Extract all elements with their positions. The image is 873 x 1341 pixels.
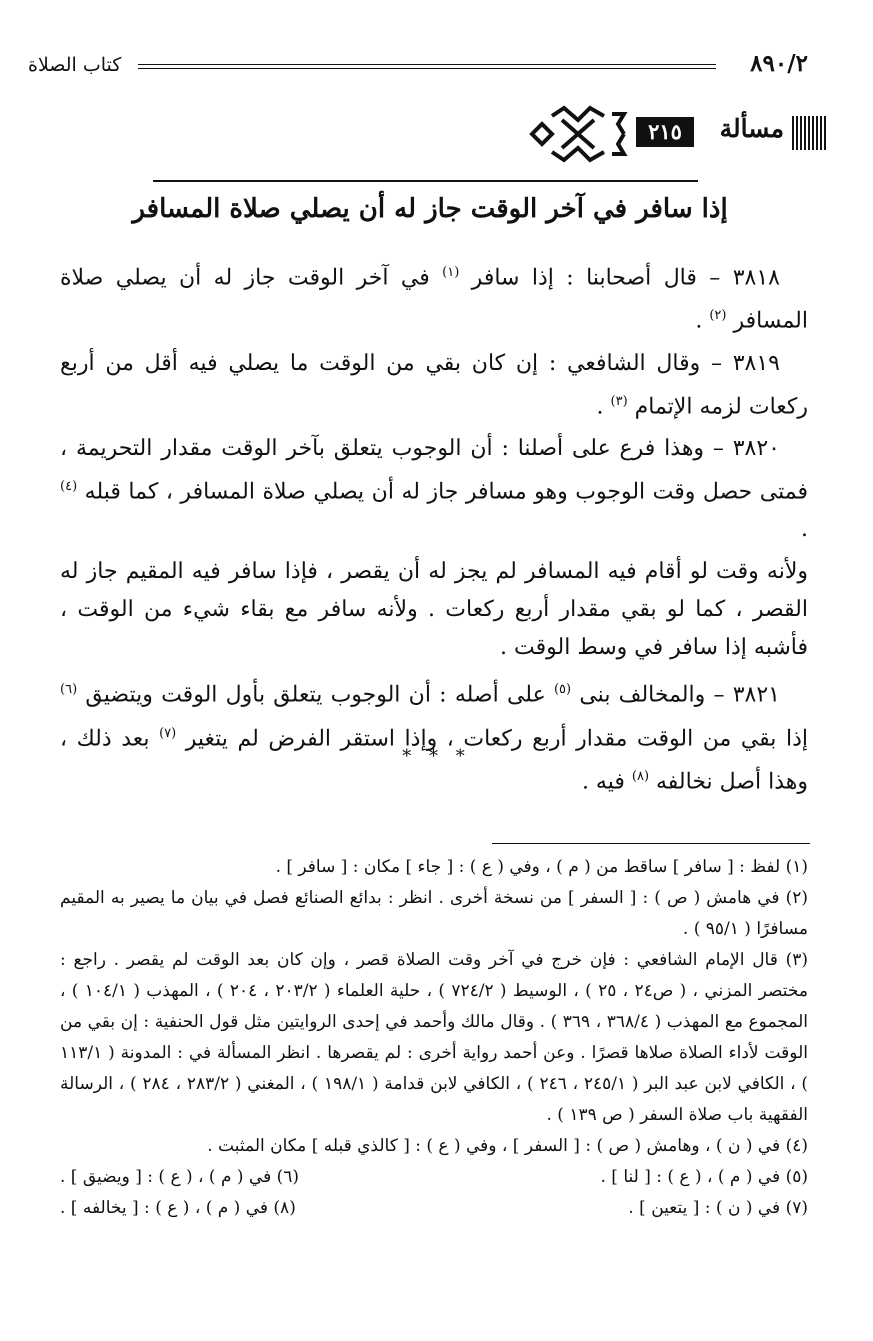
footnote-ref: (٧) bbox=[159, 725, 177, 741]
footnote-row bbox=[60, 1162, 808, 1193]
page-number: ٨٩٠/٢ bbox=[750, 50, 808, 77]
text-run: ٣٨١٩ – وقال الشافعي : إن كان بقي من الوقت ما يصلي فيه أقل من أربع ركعات لزمه الإتمام bbox=[60, 350, 808, 419]
footnote-2: (٢) في هامش ( ص ) : [ السفر ] من نسخة أخرى . انظر : بدائع الصنائع فصل في بيان ما يصير به المقيم مسافرًا ( ٩٥/١ ) . bbox=[60, 888, 808, 939]
footnote-5: (٥) في ( م ) ، ( ع ) : [ لنا ] . bbox=[600, 1167, 808, 1187]
footnotes bbox=[60, 852, 808, 1224]
section-separator: * * * bbox=[402, 746, 471, 767]
footnote-1: (١) لفظ : [ سافر ] ساقط من ( م ) ، وفي ( ع ) : [ جاء ] مكان : [ سافر ] . bbox=[275, 857, 808, 877]
text-run: إذا بقي من الوقت مقدار أربع ركعات ، وإذا استقر الفرض لم يتغير bbox=[176, 725, 808, 751]
footnote-8: (٨) في ( م ) ، ( ع ) : [ يخالفه ] . bbox=[60, 1198, 296, 1218]
text-run: بعد ذلك ، وهذا أصل نخالفه bbox=[60, 725, 808, 795]
footnote-ref: (٤) bbox=[60, 478, 78, 494]
text-run: فيه . bbox=[581, 769, 632, 795]
footnote-row bbox=[60, 1193, 808, 1224]
footnote-4: (٤) في ( ن ) ، وهامش ( ص ) : [ السفر ] ، وفي ( ع ) : [ كالذي قبله ] مكان المثبت . bbox=[207, 1136, 808, 1156]
paragraph-3821 bbox=[60, 671, 808, 801]
text-run: ٣٨٢١ – والمخالف بنى bbox=[571, 682, 780, 708]
footnote-7: (٧) في ( ن ) : [ يتعين ] . bbox=[628, 1198, 808, 1218]
text-run: ٣٨١٨ – قال أصحابنا : إذا سافر bbox=[459, 265, 780, 291]
footnote-ref: (٨) bbox=[631, 768, 650, 784]
footnote-ref: (٦) bbox=[60, 682, 78, 698]
masala-number: ٢١٥ bbox=[636, 117, 694, 147]
bars-ornament bbox=[792, 116, 828, 150]
text-run: في آخر الوقت جاز له أن يصلي صلاة المسافر bbox=[60, 265, 808, 334]
masala-label: مسألة bbox=[719, 114, 784, 143]
text-run: . bbox=[596, 393, 611, 419]
text-run: ٣٨٢٠ – وهذا فرع على أصلنا : أن الوجوب يتعلق بآخر الوقت مقدار التحريمة ، فمتى حصل وقت الوجوب وهو مسافر جاز له أن يصلي صلاة المسافر ، كما قبله bbox=[60, 435, 808, 505]
main-text bbox=[60, 254, 808, 805]
text-run: . bbox=[695, 308, 710, 334]
paragraph-3819 bbox=[60, 345, 808, 426]
paragraph-continuation bbox=[60, 553, 808, 667]
footnote-ref: (١) bbox=[442, 265, 460, 280]
masala-title: إذا سافر في آخر الوقت جاز له أن يصلي صلاة المسافر bbox=[132, 194, 728, 224]
footnote-ref: (٣) bbox=[610, 393, 628, 409]
text-run: على أصله : أن الوجوب يتعلق بأول الوقت ويتضيق bbox=[77, 682, 554, 708]
text-run: . bbox=[801, 517, 808, 543]
paragraph-3820 bbox=[60, 430, 808, 549]
knot-ornament-icon bbox=[528, 104, 628, 164]
footnote-ref: (٥) bbox=[553, 682, 572, 698]
footnote-3: (٣) قال الإمام الشافعي : فإن خرج في آخر وقت الصلاة قصر ، وإن كان بعد الوقت لم يقصر . راجع : مختصر المزني ، ( ص٢٤ ، ٢٥ ) ، الوسيط ( ٧٢٤/٢ ) ، حلية العلماء ( ٢٠٣/٢ ، ٢٠٤ ) ، المهذب ( ١٠٤/١ ) ، المجموع مع المهذب ( ٣٦٨/٤ ، ٣٦٩ ) . وقال مالك وأحمد في إحدى الروايتين مثل قول الحنفية : إن بقي من الوقت لأداء الصلاة صلاها قصرًا . وعن أحمد رواية أخرى : لم يقصرها . انظر المسألة في : المدونة ( ١١٣/١ ) ، الكافي لابن عبد البر ( ٢٤٥/١ ، ٢٤٦ ) ، الكافي لابن قدامة ( ١٩٨/١ ) ، المغني ( ٢٨٣/٢ ، ٢٨٤ ) ، الرسالة الفقهية باب صلاة السفر ( ص ١٣٩ ) . bbox=[60, 950, 808, 1125]
text-run: ولأنه وقت لو أقام فيه المسافر لم يجز له أن يقصر ، فإذا سافر فيه المقيم جاز له القصر ، كما لو بقي مقدار أربع ركعات . ولأنه سافر مع بقاء شيء من الوقت ، فأشبه إذا سافر في وسط الوقت . bbox=[60, 559, 808, 661]
paragraph-3818 bbox=[60, 254, 808, 341]
running-header bbox=[28, 46, 808, 86]
masala-banner bbox=[528, 104, 828, 164]
footnote-6: (٦) في ( م ) ، ( ع ) : [ ويضيق ] . bbox=[60, 1167, 300, 1187]
title-rule bbox=[153, 180, 698, 182]
book-title: كتاب الصلاة bbox=[28, 54, 122, 76]
footnote-rule bbox=[492, 843, 810, 844]
footnote-ref: (٢) bbox=[709, 308, 727, 324]
header-rule bbox=[138, 64, 716, 69]
